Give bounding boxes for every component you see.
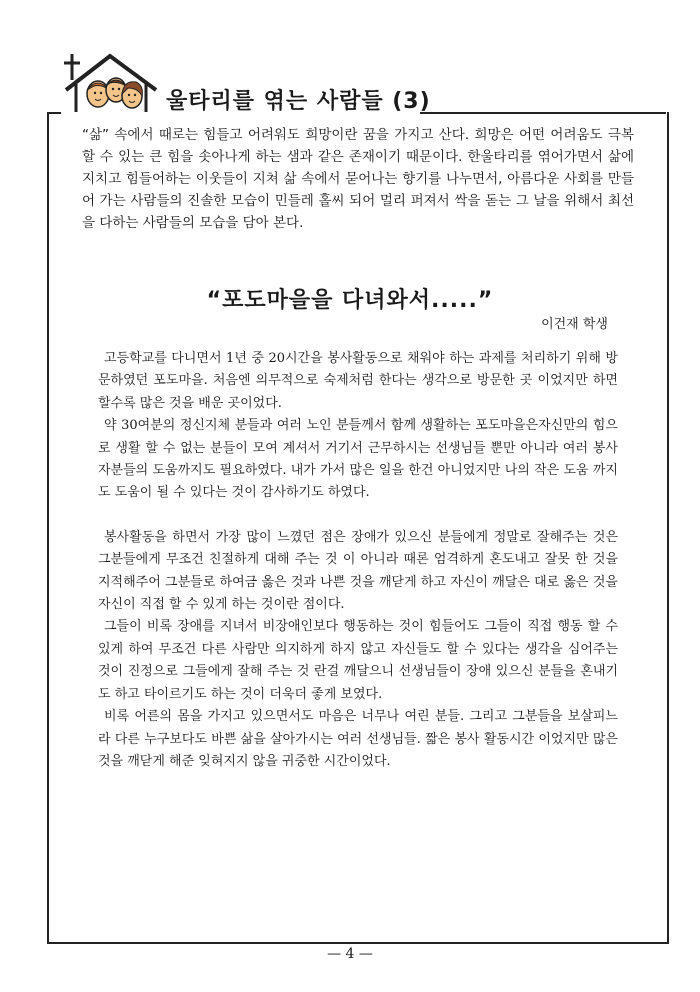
page-number: — 4 — bbox=[327, 946, 373, 962]
frame-top-right-border bbox=[420, 112, 666, 114]
article-paragraph: 그들이 비록 장애를 지녀서 비장애인보다 행동하는 것이 힘들어도 그들이 직접 행동 할 수 있게 하여 무조건 다른 사람만 의지하게 하지 않고 자신들도 할 수 있다는 생각을 심어주는 것이 진정으로 그들에게 잘해 주는 것 란걸 깨달으니 선생님들이 장애 있으신 분들을 혼내기도 하고 타이르기도 하는 것이 더욱더 좋게 보였다. bbox=[98, 619, 618, 702]
article-paragraph: 고등학교를 다니면서 1년 중 20시간을 봉사활동으로 채워야 하는 과제를 처리하기 위해 방문하였던 포도마을. 처음엔 의무적으로 숙제처럼 한다는 생각으로 방문한 곳 이었지만 하면할수록 많은 것을 배운 곳이었다. bbox=[98, 351, 618, 411]
article-paragraph: 봉사활동을 하면서 가장 많이 느꼈던 점은 장애가 있으신 분들에게 정말로 잘해주는 것은 그분들에게 무조건 친절하게 대해 주는 것 이 아니라 때론 엄격하게 혼도내고 잘못 한 것을 지적해주어 그분들로 하여금 옳은 것과 나쁜 것을 깨닫게 하고 자신이 깨달은 대로 옳은 것을 자신이 직접 할 수 있게 하는 것이란 점이다. bbox=[98, 529, 618, 613]
article-body bbox=[98, 348, 618, 773]
frame-top-left-border bbox=[47, 112, 61, 114]
article-paragraph: 약 30여분의 정신지체 분들과 여러 노인 분들께서 함께 생활하는 포도마을은자신만의 힘으로 생활 할 수 없는 분들이 모여 계셔서 거기서 근무하시는 선생님들 뿐만 아니라 여러 봉사자분들의 도움까지도 필요하였다. 내가 가서 많은 일을 한건 아니었지만 나의 작은 도움 까지도 도움이 될 수 있다는 것이 감사하기도 하였다. bbox=[98, 418, 618, 501]
intro-paragraph: “삶” 속에서 때로는 힘들고 어려워도 희망이란 꿈을 가지고 산다. 희망은 어떤 어려움도 극복 할 수 있는 큰 힘을 솟아나게 하는 샘과 같은 존재이기 때문이다. 한울타리를 엮어가면서 삶에 지치고 힘들어하는 이웃들이 지쳐 삶 속에서 묻어나는 향기를 나누면서, 아름다운 사회를 만들어 가는 사람들의 진솔한 모습이 민들레 홀씨 되어 멀리 퍼져서 싹을 돋는 그 날을 위해서 최선을 다하는 사람들의 모습을 담아 본다. bbox=[82, 127, 634, 231]
house-with-cross-and-people-icon bbox=[58, 50, 162, 116]
article-author: 이건재 학생 bbox=[541, 317, 608, 332]
article-paragraph: 비록 어른의 몸을 가지고 있으면서도 마음은 너무나 여린 분들. 그리고 그분들을 보살피느라 다른 누구보다도 바쁜 삶을 살아가시는 여러 선생님들. 짧은 봉사 활동시간 이었지만 많은 것을 깨닫게 해준 잊혀지지 않을 귀중한 시간이었다. bbox=[98, 709, 618, 769]
page-header-title: 울타리를 엮는 사람들 (3) bbox=[166, 89, 431, 114]
article-title: “포도마을을 다녀와서.....” bbox=[206, 288, 494, 313]
